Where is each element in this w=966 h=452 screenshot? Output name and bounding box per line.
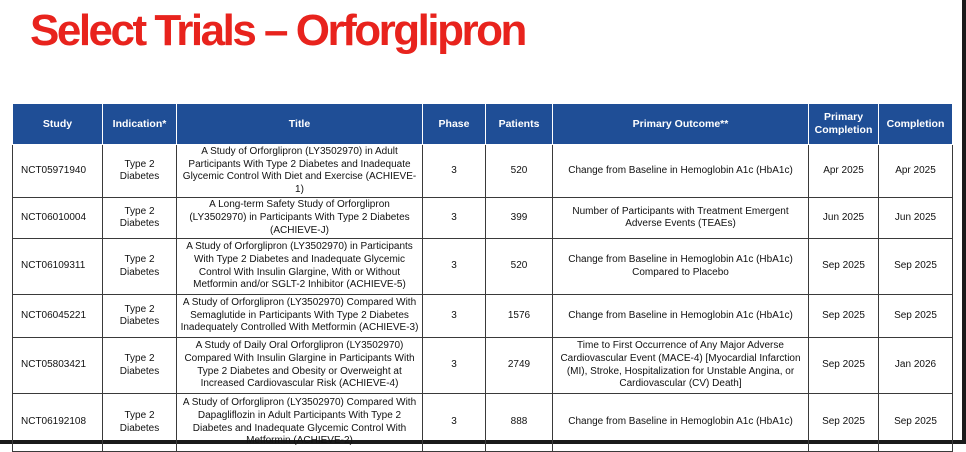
header-title: Title (177, 104, 423, 145)
cell-primary-completion: Jun 2025 (809, 198, 879, 239)
cell-primary-completion: Sep 2025 (809, 239, 879, 295)
table-row (13, 295, 953, 338)
header-primary-outcome: Primary Outcome** (553, 104, 809, 145)
cell-study: NCT06109311 (13, 239, 103, 295)
cell-primary-outcome: Change from Baseline in Hemoglobin A1c (HbA1c) Compared to Placebo (553, 239, 809, 295)
cell-study: NCT05971940 (13, 145, 103, 198)
cell-primary-outcome: Time to First Occurrence of Any Major Adverse Cardiovascular Event (MACE-4) [Myocardial Infarction (MI), Stroke, Hospitalization for Unstable Angina, or Cardiovascular (CV) Death] (553, 338, 809, 394)
cell-phase: 3 (423, 145, 486, 198)
slide-title: Select Trials – Orforglipron (30, 6, 525, 55)
cell-phase: 3 (423, 295, 486, 338)
cell-completion: Jan 2026 (879, 338, 953, 394)
cell-study: NCT06010004 (13, 198, 103, 239)
table-row (13, 338, 953, 394)
cell-title: A Study of Orforglipron (LY3502970) in Participants With Type 2 Diabetes and Inadequate Glycemic Control With Insulin Glargine, With or Without Metformin and/or SGLT-2 Inhibitor (ACHIEVE-5) (177, 239, 423, 295)
cell-phase: 3 (423, 394, 486, 452)
cell-primary-outcome: Change from Baseline in Hemoglobin A1c (HbA1c) (553, 295, 809, 338)
cell-title: A Study of Orforglipron (LY3502970) in Adult Participants With Type 2 Diabetes and Inadequate Glycemic Control With Diet and Exercise (ACHIEVE-1) (177, 145, 423, 198)
header-study: Study (13, 104, 103, 145)
cell-patients: 520 (486, 145, 553, 198)
header-indication: Indication* (103, 104, 177, 145)
cell-indication: Type 2 Diabetes (103, 145, 177, 198)
cell-indication: Type 2 Diabetes (103, 295, 177, 338)
header-patients: Patients (486, 104, 553, 145)
cell-title: A Long-term Safety Study of Orforglipron (LY3502970) in Participants With Type 2 Diabetes (ACHIEVE-J) (177, 198, 423, 239)
cell-primary-completion: Apr 2025 (809, 145, 879, 198)
cell-title: A Study of Orforglipron (LY3502970) Compared With Semaglutide in Participants With Type 2 Diabetes Inadequately Controlled With Metformin (ACHIEVE-3) (177, 295, 423, 338)
cell-completion: Apr 2025 (879, 145, 953, 198)
table-row (13, 198, 953, 239)
cell-primary-outcome: Change from Baseline in Hemoglobin A1c (HbA1c) (553, 394, 809, 452)
cell-indication: Type 2 Diabetes (103, 394, 177, 452)
cell-patients: 1576 (486, 295, 553, 338)
table-header-row (13, 104, 953, 145)
cell-completion: Sep 2025 (879, 394, 953, 452)
cell-primary-completion: Sep 2025 (809, 394, 879, 452)
cell-indication: Type 2 Diabetes (103, 198, 177, 239)
cell-indication: Type 2 Diabetes (103, 239, 177, 295)
header-completion: Completion (879, 104, 953, 145)
cell-patients: 399 (486, 198, 553, 239)
cell-primary-completion: Sep 2025 (809, 338, 879, 394)
cell-primary-outcome: Number of Participants with Treatment Emergent Adverse Events (TEAEs) (553, 198, 809, 239)
cell-study: NCT05803421 (13, 338, 103, 394)
table-row (13, 394, 953, 452)
cell-phase: 3 (423, 338, 486, 394)
cell-patients: 888 (486, 394, 553, 452)
cell-completion: Sep 2025 (879, 295, 953, 338)
cell-title: A Study of Orforglipron (LY3502970) Compared With Dapagliflozin in Adult Participants With Type 2 Diabetes and Inadequate Glycemic Control With Metformin (ACHIEVE-2) (177, 394, 423, 452)
cell-study: NCT06045221 (13, 295, 103, 338)
cell-patients: 2749 (486, 338, 553, 394)
cell-phase: 3 (423, 239, 486, 295)
header-primary-completion: Primary Completion (809, 104, 879, 145)
table-row (13, 239, 953, 295)
cell-phase: 3 (423, 198, 486, 239)
cell-completion: Jun 2025 (879, 198, 953, 239)
header-phase: Phase (423, 104, 486, 145)
cell-indication: Type 2 Diabetes (103, 338, 177, 394)
cell-primary-completion: Sep 2025 (809, 295, 879, 338)
cell-patients: 520 (486, 239, 553, 295)
cell-primary-outcome: Change from Baseline in Hemoglobin A1c (HbA1c) (553, 145, 809, 198)
cell-title: A Study of Daily Oral Orforglipron (LY3502970) Compared With Insulin Glargine in Participants With Type 2 Diabetes and Obesity or Overweight at Increased Cardiovascular Risk (ACHIEVE-4) (177, 338, 423, 394)
table-row (13, 145, 953, 198)
cell-study: NCT06192108 (13, 394, 103, 452)
cell-completion: Sep 2025 (879, 239, 953, 295)
trials-table (12, 103, 953, 452)
